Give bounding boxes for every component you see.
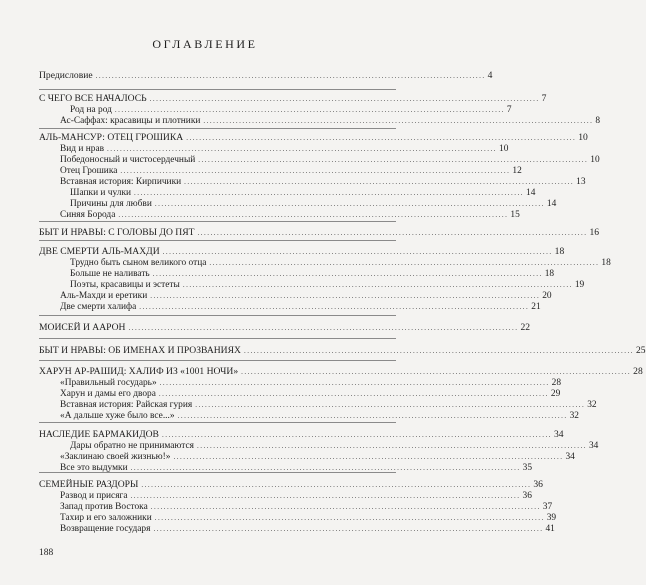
toc-entry-chapter[interactable]: ДВЕ СМЕРТИ АЛЬ-МАХДИ ........................................................................................................................ 18 xyxy=(39,246,565,257)
toc-entry-chapter[interactable]: С ЧЕГО ВСЕ НАЧАЛОСЬ ........................................................................................................................ 7 xyxy=(39,93,547,104)
page-title: ОГЛАВЛЕНИЕ xyxy=(152,37,258,51)
toc-entry-section[interactable]: Дары обратно не принимаются ........................................................................................................................ 34 xyxy=(70,441,599,451)
toc-entry-section[interactable]: Победоносный и чистосердечный ........................................................................................................................ 10 xyxy=(60,155,600,165)
toc-entry-section[interactable]: Харун и дамы его двора ........................................................................................................................ 29 xyxy=(60,389,561,399)
toc-entry-chapter[interactable]: АЛЬ-МАНСУР: ОТЕЦ ГРОШИКА ........................................................................................................................ 10 xyxy=(39,132,588,143)
toc-entry-section[interactable]: Больше не наливать ........................................................................................................................ 18 xyxy=(70,269,555,279)
toc-entry-section[interactable]: Тахир и его заложники ........................................................................................................................ 39 xyxy=(60,513,557,523)
toc-entry-section[interactable]: «А дальше хуже было все...» ........................................................................................................................ 32 xyxy=(60,411,579,421)
toc-entry-chapter[interactable]: ХАРУН АР-РАШИД: ХАЛИФ ИЗ «1001 НОЧИ» ........................................................................................................................ 28 xyxy=(39,366,643,377)
toc-entry-chapter[interactable]: МОИСЕЙ И ААРОН ........................................................................................................................ 22 xyxy=(39,322,531,333)
toc-entry-section[interactable]: Аль-Махди и еретики ........................................................................................................................ 20 xyxy=(60,291,552,301)
section-divider xyxy=(39,240,396,241)
toc-entry-section[interactable]: Трудно быть сыном великого отца ........................................................................................................................ 18 xyxy=(70,258,611,268)
toc-entry-section[interactable]: Поэты, красавицы и эстеты ........................................................................................................................ 19 xyxy=(70,280,585,290)
section-divider xyxy=(39,221,396,222)
toc-entry-section[interactable]: Вид и нрав ........................................................................................................................ 10 xyxy=(60,144,509,154)
toc-entry-section[interactable]: Возвращение государя ........................................................................................................................ 41 xyxy=(60,524,555,534)
section-divider xyxy=(39,128,396,129)
toc-entry-section[interactable]: Причины для любви ........................................................................................................................ 14 xyxy=(70,199,557,209)
toc-entry-chapter[interactable]: Предисловие ........................................................................................................................ 4 xyxy=(39,70,493,81)
toc-entry-section[interactable]: Все это выдумки ........................................................................................................................ 35 xyxy=(60,463,533,473)
toc-entry-section[interactable]: Род на род ........................................................................................................................ 7 xyxy=(70,105,512,115)
section-divider xyxy=(39,422,396,423)
toc-entry-section[interactable]: «Правильный государь» ........................................................................................................................ 28 xyxy=(60,378,562,388)
section-divider xyxy=(39,360,396,361)
toc-entry-section[interactable]: «Заклинаю своей жизнью!» ........................................................................................................................ 34 xyxy=(60,452,575,462)
toc-entry-section[interactable]: Шапки и чулки ........................................................................................................................ 14 xyxy=(70,188,536,198)
toc-entry-chapter[interactable]: НАСЛЕДИЕ БАРМАКИДОВ ........................................................................................................................ 34 xyxy=(39,429,564,440)
toc-entry-section[interactable]: Вставная история: Кирпичики ........................................................................................................................ 13 xyxy=(60,177,586,187)
page-number: 188 xyxy=(39,548,54,558)
toc-entry-section[interactable]: Вставная история: Райская гурия ........................................................................................................................ 32 xyxy=(60,400,597,410)
section-divider xyxy=(39,338,396,339)
toc-entry-section[interactable]: Синяя Борода ........................................................................................................................ 15 xyxy=(60,210,520,220)
section-divider xyxy=(39,315,396,316)
toc-entry-section[interactable]: Отец Грошика ........................................................................................................................ 12 xyxy=(60,166,522,176)
toc-entry-chapter[interactable]: БЫТ И НРАВЫ: С ГОЛОВЫ ДО ПЯТ ........................................................................................................................ 16 xyxy=(39,227,600,238)
toc-entry-section[interactable]: Две смерти халифа ........................................................................................................................ 21 xyxy=(60,302,541,312)
toc-entry-section[interactable]: Ас-Саффах: красавицы и плотники ........................................................................................................................ 8 xyxy=(60,116,601,126)
toc-entry-chapter[interactable]: БЫТ И НРАВЫ: ОБ ИМЕНАХ И ПРОЗВАНИЯХ ........................................................................................................................ 25 xyxy=(39,345,646,356)
section-divider xyxy=(39,89,396,90)
toc-entry-chapter[interactable]: СЕМЕЙНЫЕ РАЗДОРЫ ........................................................................................................................ 36 xyxy=(39,479,543,490)
toc-entry-section[interactable]: Запад против Востока ........................................................................................................................ 37 xyxy=(60,502,553,512)
toc-entry-section[interactable]: Развод и присяга ........................................................................................................................ 36 xyxy=(60,491,532,501)
